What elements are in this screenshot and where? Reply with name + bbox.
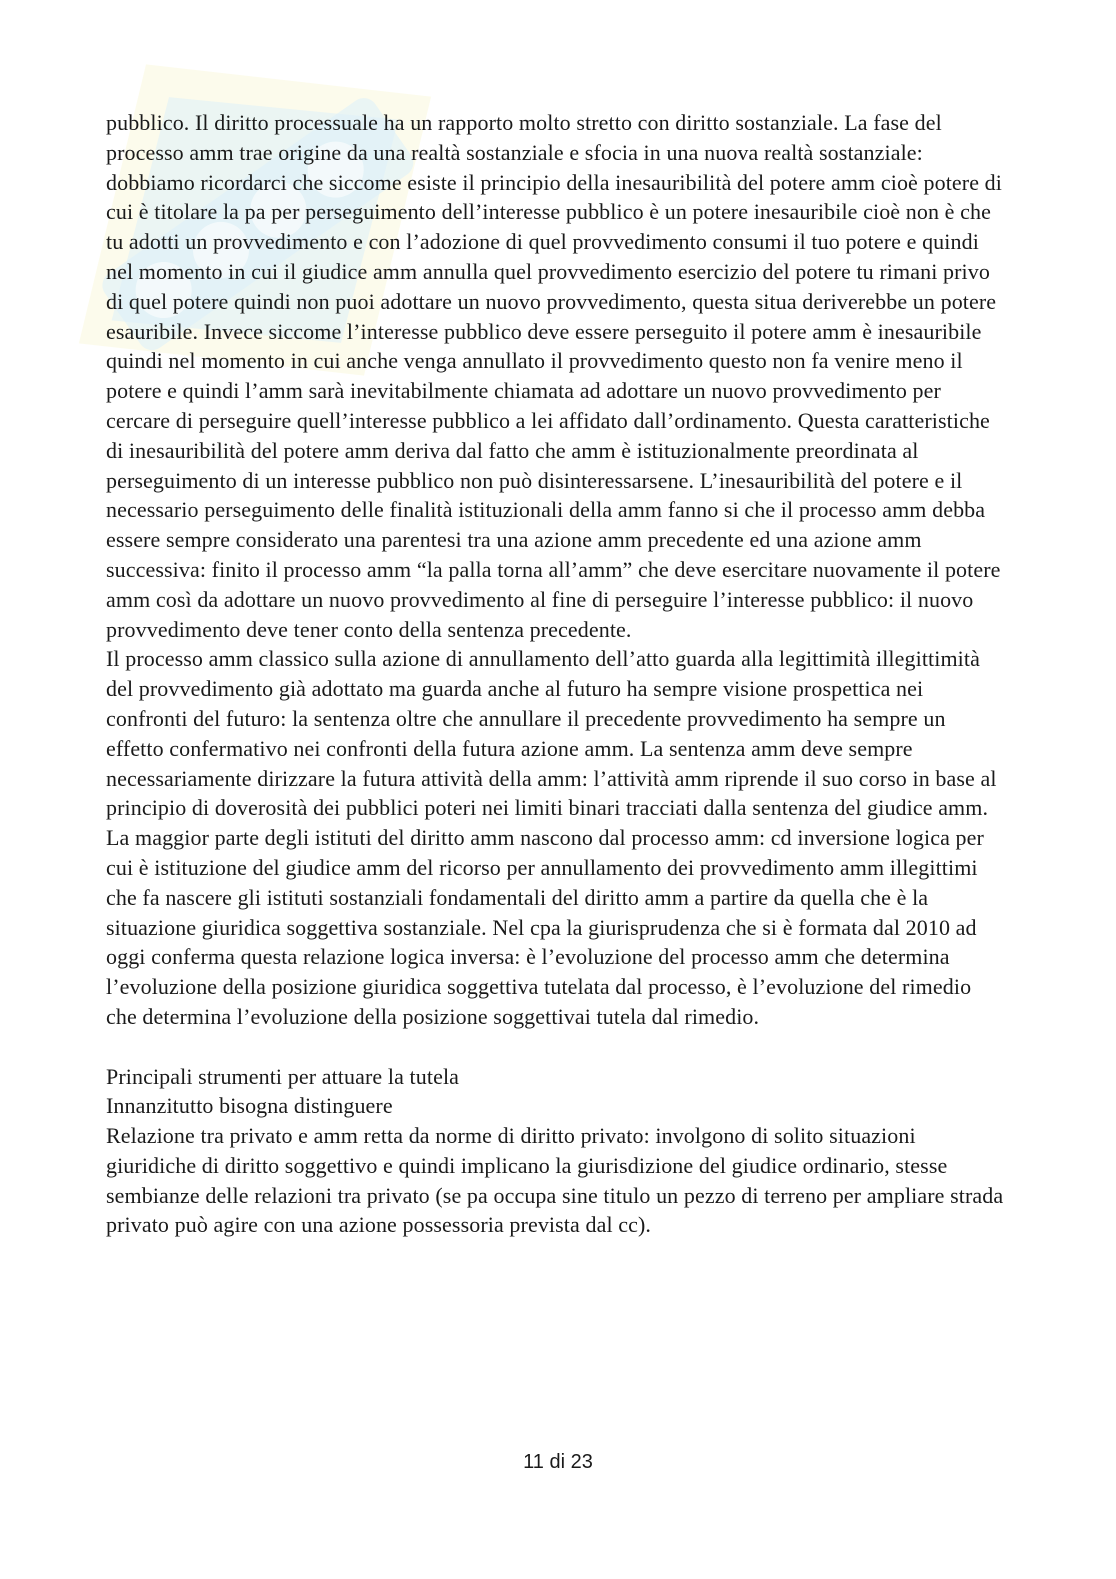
page-number: 11 di 23 bbox=[523, 1451, 593, 1473]
paragraph: Il processo amm classico sulla azione di annullamento dell’atto guarda alla legittimità illegittimità del provvedimento già adottato ma guarda anche al futuro ha sempre visione prospettica nei confronti del futuro: la sentenza oltre che annullare il precedente provvedimento ha sempre un effetto confermativo nei confronti della futura azione amm. La sentenza amm deve sempre necessariamente dirizzare la futura attività della amm: l’attività amm riprende il suo corso in base al principio di doverosità dei pubblici poteri nei limiti binari tracciati dalla sentenza del giudice amm. La maggior parte degli istituti del diritto amm nascono dal processo amm: cd inversione logica per cui è istituzione del giudice amm del ricorso per annullamento dei provvedimento amm illegittimi che fa nascere gli istituti sostanziali fondamentali del diritto amm a partire da quella che è la situazione giuridica soggettiva sostanziale. Nel cpa la giurisprudenza che si è formata dal 2010 ad oggi conferma questa relazione logica inversa: è l’evoluzione del processo amm che determina l’evoluzione della posizione giuridica soggettiva tutelata dal processo, è l’evoluzione del rimedio che determina l’evoluzione della posizione soggettivai tutela dal rimedio. bbox=[106, 646, 997, 1029]
paragraph: pubblico. Il diritto processuale ha un rapporto molto stretto con diritto sostanziale. La fase del processo amm trae origine da una realtà sostanziale e sfocia in una nuova realtà sostanziale: dobbiamo ricordarci che siccome esiste il principio della inesauribilità del potere amm cioè potere di cui è titolare la pa per perseguimento dell’interesse pubblico è un potere inesauribile cioè non è che tu adotti un provvedimento e con l’adozione di quel provvedimento consumi il tuo potere e quindi nel momento in cui il giudice amm annulla quel provvedimento esercizio del potere tu rimani privo di quel potere quindi non puoi adottare un nuovo provvedimento, questa situa deriverebbe un potere esauribile. Invece siccome l’interesse pubblico deve essere perseguito il potere amm è inesauribile quindi nel momento in cui anche venga annullato il provvedimento questo non fa venire meno il potere e quindi l’amm sarà inevitabilmente chiamata ad adottare un nuovo provvedimento per cercare di perseguire quell’interesse pubblico a lei affidato dall’ordinamento. Questa caratteristiche di inesauribilità del potere amm deriva dal fatto che amm è istituzionalmente preordinata al perseguimento di un interesse pubblico non può disinteressarsene. L’inesauribilità del potere e il necessario perseguimento delle finalità istituzionali della amm fanno si che il processo amm debba essere sempre considerato una parentesi tra una azione amm precedente ed una azione amm successiva: finito il processo amm “la palla torna all’amm” che deve esercitare nuovamente il potere amm così da adottare un nuovo provvedimento al fine di perseguire l’interesse pubblico: il nuovo provvedimento deve tener conto della sentenza precedente. bbox=[106, 110, 1002, 642]
paragraph: Relazione tra privato e amm retta da norme di diritto privato: involgono di solito situazioni giuridiche di diritto soggettivo e quindi implicano la giurisdizione del giudice ordinario, stesse sembianze delle relazioni tra privato (se pa occupa sine titulo un pezzo di terreno per ampliare strada privato può agire con una azione possessoria prevista dal cc). bbox=[106, 1123, 1004, 1238]
section-heading: Principali strumenti per attuare la tutela bbox=[106, 1063, 460, 1089]
paragraph: Innanzitutto bisogna distinguere bbox=[106, 1093, 393, 1119]
document-body bbox=[106, 108, 1006, 1240]
